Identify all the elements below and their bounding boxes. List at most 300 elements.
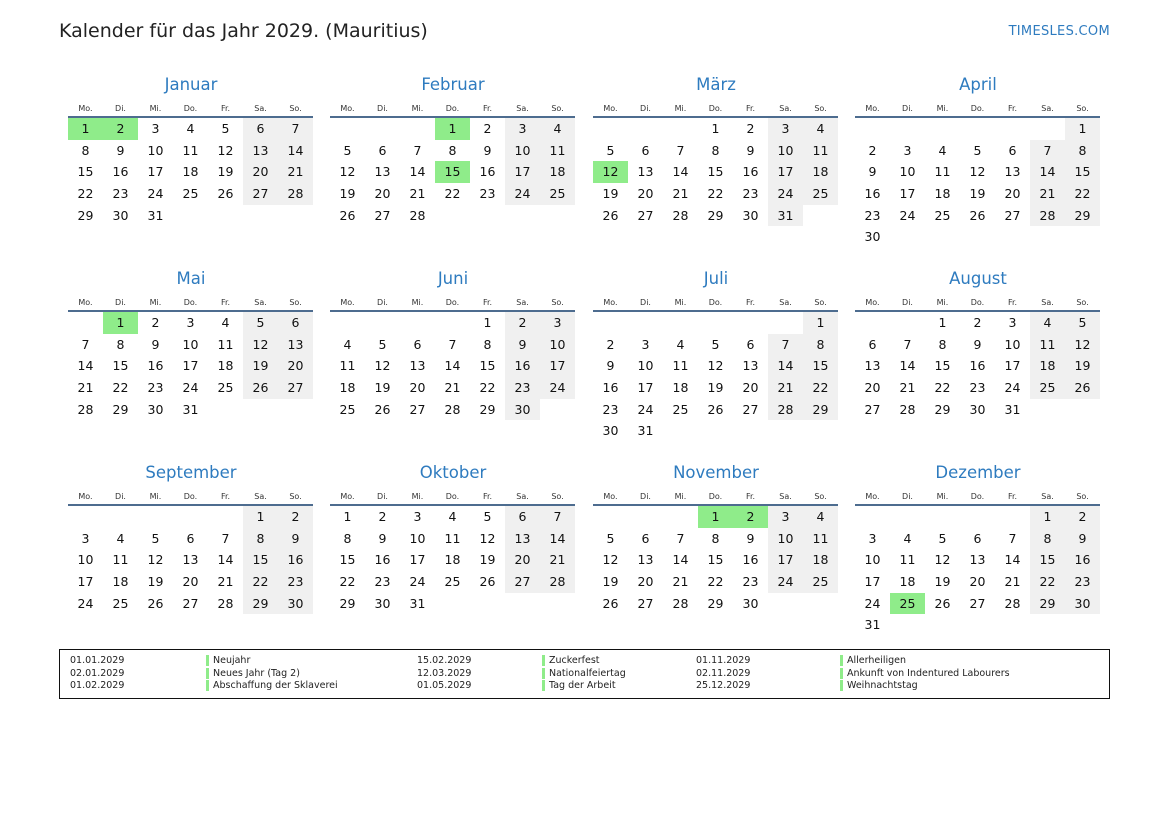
- weekday-header: Do.: [173, 486, 208, 506]
- day-cell: 26: [602, 595, 619, 611]
- weekday-header: So.: [540, 98, 575, 118]
- day-cell: 12: [707, 358, 724, 374]
- weekday-header: Fr.: [995, 98, 1030, 118]
- day-cell: 25: [934, 207, 951, 223]
- day-cell: 27: [969, 595, 986, 611]
- legend-holiday-name: Ankunft von Indentured Labourers: [840, 668, 1010, 679]
- day-cell: 8: [803, 334, 838, 356]
- day-cell: 17: [864, 574, 881, 590]
- holiday-day-cell: 1: [103, 312, 138, 334]
- empty-cell: [960, 118, 995, 140]
- day-cell: 14: [672, 552, 689, 568]
- day-cell: 9: [378, 530, 387, 546]
- day-cell: 4: [938, 142, 947, 158]
- day-cell: 4: [903, 530, 912, 546]
- day-cell: 18: [803, 161, 838, 183]
- empty-cell: [365, 118, 400, 140]
- day-cell: 13: [969, 552, 986, 568]
- empty-cell: [330, 312, 365, 334]
- day-cell: 16: [112, 164, 129, 180]
- day-cell: 15: [77, 164, 94, 180]
- day-cell: 27: [278, 377, 313, 399]
- day-cell: 28: [899, 401, 916, 417]
- day-cell: 25: [444, 574, 461, 590]
- day-cell: 6: [973, 530, 982, 546]
- day-cell: 16: [864, 186, 881, 202]
- weekday-header: So.: [1065, 486, 1100, 506]
- empty-cell: [628, 312, 663, 334]
- day-cell: 5: [151, 530, 160, 546]
- day-cell: 9: [278, 528, 313, 550]
- weekday-header: Do.: [960, 292, 995, 312]
- weekday-header: So.: [278, 98, 313, 118]
- weekday-header: Di.: [890, 486, 925, 506]
- day-cell: 19: [969, 186, 986, 202]
- weekday-header: Fr.: [208, 98, 243, 118]
- day-cell: 28: [409, 207, 426, 223]
- day-cell: 21: [1030, 183, 1065, 205]
- day-cell: 16: [479, 164, 496, 180]
- day-cell: 18: [934, 186, 951, 202]
- day-cell: 25: [672, 401, 689, 417]
- day-cell: 9: [746, 530, 755, 546]
- day-cell: 30: [112, 207, 129, 223]
- month-grid: [68, 292, 313, 420]
- weekday-header: Di.: [365, 98, 400, 118]
- day-cell: 30: [864, 229, 881, 245]
- weekday-header: Mi.: [663, 486, 698, 506]
- holiday-day-cell: 25: [890, 593, 925, 615]
- day-cell: 17: [768, 161, 803, 183]
- day-cell: 29: [707, 595, 724, 611]
- day-cell: 3: [903, 142, 912, 158]
- day-cell: 16: [278, 549, 313, 571]
- empty-cell: [698, 312, 733, 334]
- day-cell: 27: [637, 207, 654, 223]
- day-cell: 19: [217, 164, 234, 180]
- legend-date: 01.01.2029: [70, 655, 125, 666]
- day-cell: 22: [1065, 183, 1100, 205]
- day-cell: 12: [374, 358, 391, 374]
- day-cell: 11: [1030, 334, 1065, 356]
- day-cell: 23: [147, 380, 164, 396]
- day-cell: 3: [641, 336, 650, 352]
- day-cell: 11: [672, 358, 689, 374]
- day-cell: 3: [868, 530, 877, 546]
- day-cell: 8: [711, 530, 720, 546]
- day-cell: 18: [182, 164, 199, 180]
- day-cell: 4: [803, 506, 838, 528]
- day-cell: 4: [803, 118, 838, 140]
- day-cell: 15: [1030, 549, 1065, 571]
- day-cell: 21: [278, 161, 313, 183]
- day-cell: 12: [602, 552, 619, 568]
- day-cell: 27: [864, 401, 881, 417]
- day-cell: 21: [217, 574, 234, 590]
- day-cell: 20: [409, 380, 426, 396]
- day-cell: 26: [1065, 377, 1100, 399]
- day-cell: 1: [243, 506, 278, 528]
- day-cell: 19: [1065, 355, 1100, 377]
- day-cell: 20: [969, 574, 986, 590]
- day-cell: 20: [374, 186, 391, 202]
- day-cell: 16: [969, 358, 986, 374]
- day-cell: 22: [339, 574, 356, 590]
- day-cell: 22: [803, 377, 838, 399]
- day-cell: 23: [479, 186, 496, 202]
- day-cell: 16: [742, 164, 759, 180]
- month-grid: [593, 98, 838, 226]
- weekday-header: Mi.: [138, 292, 173, 312]
- day-cell: 8: [938, 336, 947, 352]
- legend-date: 15.02.2029: [417, 655, 472, 666]
- day-cell: 6: [1008, 142, 1017, 158]
- day-cell: 13: [637, 164, 654, 180]
- day-cell: 2: [505, 312, 540, 334]
- day-cell: 2: [278, 506, 313, 528]
- weekday-header: So.: [803, 486, 838, 506]
- day-cell: 31: [182, 401, 199, 417]
- month-title: Mai: [176, 269, 206, 288]
- day-cell: 9: [606, 358, 615, 374]
- weekday-header: Sa.: [768, 98, 803, 118]
- day-cell: 9: [868, 164, 877, 180]
- weekday-header: Sa.: [1030, 292, 1065, 312]
- day-cell: 19: [147, 574, 164, 590]
- empty-cell: [995, 118, 1030, 140]
- day-cell: 26: [217, 186, 234, 202]
- month-dezember: [855, 460, 1101, 636]
- weekday-header: Mi.: [925, 486, 960, 506]
- month-juli: [593, 266, 839, 442]
- weekday-header: Di.: [628, 486, 663, 506]
- weekday-header: Do.: [435, 486, 470, 506]
- month-februar: [330, 72, 576, 226]
- weekday-header: So.: [803, 292, 838, 312]
- day-cell: 29: [707, 207, 724, 223]
- day-cell: 21: [540, 549, 575, 571]
- day-cell: 12: [479, 530, 496, 546]
- weekday-header: Mo.: [330, 98, 365, 118]
- weekday-header: Di.: [628, 98, 663, 118]
- day-cell: 20: [1004, 186, 1021, 202]
- weekday-header: Sa.: [1030, 486, 1065, 506]
- day-cell: 28: [540, 571, 575, 593]
- weekday-header: Di.: [890, 98, 925, 118]
- day-cell: 25: [182, 186, 199, 202]
- day-cell: 5: [221, 121, 230, 136]
- month-november: [593, 460, 839, 614]
- empty-cell: [890, 118, 925, 140]
- day-cell: 25: [803, 571, 838, 593]
- day-cell: 2: [378, 509, 387, 524]
- weekday-header: Do.: [960, 98, 995, 118]
- page-title: Kalender für das Jahr 2029. (Mauritius): [59, 20, 428, 42]
- weekday-header: Sa.: [505, 98, 540, 118]
- day-cell: 11: [182, 142, 199, 158]
- day-cell: 27: [374, 207, 391, 223]
- day-cell: 3: [151, 121, 160, 136]
- empty-cell: [593, 118, 628, 140]
- day-cell: 18: [672, 380, 689, 396]
- day-cell: 11: [934, 164, 951, 180]
- day-cell: 15: [707, 552, 724, 568]
- day-cell: 24: [1004, 380, 1021, 396]
- month-title: Januar: [164, 75, 218, 94]
- day-cell: 5: [1065, 312, 1100, 334]
- empty-cell: [628, 118, 663, 140]
- day-cell: 5: [606, 530, 615, 546]
- holiday-day-cell: 12: [593, 161, 628, 183]
- day-cell: 23: [505, 377, 540, 399]
- legend-date: 02.11.2029: [696, 667, 751, 679]
- empty-cell: [330, 118, 365, 140]
- empty-cell: [103, 506, 138, 528]
- legend-holiday-name: Zuckerfest: [542, 655, 600, 666]
- weekday-header: Sa.: [505, 292, 540, 312]
- day-cell: 23: [864, 207, 881, 223]
- day-cell: 23: [742, 186, 759, 202]
- day-cell: 25: [540, 183, 575, 205]
- day-cell: 30: [278, 593, 313, 615]
- day-cell: 10: [864, 552, 881, 568]
- day-cell: 7: [221, 530, 230, 546]
- month-märz: [593, 72, 839, 226]
- day-cell: 7: [540, 506, 575, 528]
- weekday-header: Sa.: [243, 98, 278, 118]
- day-cell: 22: [934, 380, 951, 396]
- weekday-header: Fr.: [733, 486, 768, 506]
- month-grid: [855, 98, 1100, 248]
- weekday-header: Mo.: [593, 486, 628, 506]
- day-cell: 15: [339, 552, 356, 568]
- month-grid: [68, 486, 313, 614]
- day-cell: 18: [1030, 355, 1065, 377]
- empty-cell: [435, 312, 470, 334]
- day-cell: 22: [243, 571, 278, 593]
- day-cell: 8: [81, 142, 90, 158]
- day-cell: 11: [803, 528, 838, 550]
- empty-cell: [925, 506, 960, 528]
- holiday-day-cell: 2: [103, 118, 138, 140]
- weekday-header: Mi.: [663, 98, 698, 118]
- day-cell: 26: [147, 595, 164, 611]
- day-cell: 10: [768, 140, 803, 162]
- day-cell: 13: [243, 140, 278, 162]
- weekday-header: Sa.: [505, 486, 540, 506]
- day-cell: 7: [278, 118, 313, 140]
- empty-cell: [733, 312, 768, 334]
- day-cell: 10: [182, 336, 199, 352]
- day-cell: 1: [483, 315, 492, 330]
- day-cell: 7: [676, 530, 685, 546]
- day-cell: 30: [1065, 593, 1100, 615]
- day-cell: 13: [1004, 164, 1021, 180]
- day-cell: 6: [746, 336, 755, 352]
- weekday-header: Mo.: [68, 486, 103, 506]
- day-cell: 13: [637, 552, 654, 568]
- empty-cell: [855, 118, 890, 140]
- day-cell: 5: [973, 142, 982, 158]
- day-cell: 12: [934, 552, 951, 568]
- day-cell: 9: [505, 334, 540, 356]
- day-cell: 22: [112, 380, 129, 396]
- day-cell: 23: [1065, 571, 1100, 593]
- day-cell: 28: [1030, 205, 1065, 227]
- weekday-header: Mi.: [400, 486, 435, 506]
- day-cell: 23: [602, 401, 619, 417]
- day-cell: 27: [409, 401, 426, 417]
- empty-cell: [173, 506, 208, 528]
- day-cell: 19: [934, 574, 951, 590]
- day-cell: 11: [444, 530, 461, 546]
- month-mai: [68, 266, 314, 420]
- day-cell: 27: [637, 595, 654, 611]
- day-cell: 18: [444, 552, 461, 568]
- day-cell: 8: [1030, 528, 1065, 550]
- month-title: August: [949, 269, 1007, 288]
- empty-cell: [400, 118, 435, 140]
- day-cell: 10: [77, 552, 94, 568]
- weekday-header: Mo.: [330, 486, 365, 506]
- day-cell: 21: [409, 186, 426, 202]
- day-cell: 4: [448, 509, 457, 524]
- day-cell: 29: [1030, 593, 1065, 615]
- weekday-header: Mi.: [925, 98, 960, 118]
- day-cell: 21: [77, 380, 94, 396]
- day-cell: 19: [707, 380, 724, 396]
- day-cell: 20: [637, 186, 654, 202]
- day-cell: 11: [217, 336, 234, 352]
- weekday-header: Di.: [365, 486, 400, 506]
- day-cell: 20: [742, 380, 759, 396]
- weekday-header: Fr.: [995, 486, 1030, 506]
- weekday-header: Fr.: [733, 98, 768, 118]
- month-title: April: [959, 75, 997, 94]
- empty-cell: [400, 312, 435, 334]
- day-cell: 21: [444, 380, 461, 396]
- brand-link[interactable]: TIMESLES.COM: [1008, 24, 1110, 39]
- day-cell: 13: [864, 358, 881, 374]
- month-september: [68, 460, 314, 614]
- holiday-day-cell: 1: [435, 118, 470, 140]
- day-cell: 17: [1004, 358, 1021, 374]
- weekday-header: So.: [278, 486, 313, 506]
- day-cell: 13: [505, 528, 540, 550]
- day-cell: 17: [147, 164, 164, 180]
- day-cell: 7: [903, 336, 912, 352]
- day-cell: 9: [116, 142, 125, 158]
- day-cell: 3: [186, 315, 195, 330]
- day-cell: 31: [409, 595, 426, 611]
- holiday-day-cell: 1: [698, 506, 733, 528]
- day-cell: 21: [672, 574, 689, 590]
- day-cell: 2: [746, 121, 755, 136]
- day-cell: 22: [77, 186, 94, 202]
- empty-cell: [925, 118, 960, 140]
- weekday-header: Fr.: [470, 98, 505, 118]
- day-cell: 1: [711, 121, 720, 136]
- day-cell: 1: [1030, 506, 1065, 528]
- day-cell: 12: [147, 552, 164, 568]
- day-cell: 11: [540, 140, 575, 162]
- day-cell: 10: [147, 142, 164, 158]
- day-cell: 9: [1065, 528, 1100, 550]
- weekday-header: Mo.: [593, 292, 628, 312]
- day-cell: 3: [768, 118, 803, 140]
- day-cell: 26: [339, 207, 356, 223]
- day-cell: 25: [339, 401, 356, 417]
- day-cell: 8: [448, 142, 457, 158]
- day-cell: 5: [483, 509, 492, 524]
- day-cell: 24: [147, 186, 164, 202]
- empty-cell: [593, 312, 628, 334]
- weekday-header: Fr.: [995, 292, 1030, 312]
- day-cell: 24: [77, 595, 94, 611]
- empty-cell: [890, 506, 925, 528]
- day-cell: 22: [707, 574, 724, 590]
- empty-cell: [593, 506, 628, 528]
- day-cell: 15: [479, 358, 496, 374]
- legend-holiday-name: Weihnachtstag: [840, 680, 918, 691]
- day-cell: 29: [934, 401, 951, 417]
- month-grid: [68, 98, 313, 226]
- day-cell: 17: [768, 549, 803, 571]
- day-cell: 24: [182, 380, 199, 396]
- day-cell: 26: [969, 207, 986, 223]
- day-cell: 27: [243, 183, 278, 205]
- day-cell: 21: [1004, 574, 1021, 590]
- weekday-header: So.: [540, 292, 575, 312]
- day-cell: 23: [969, 380, 986, 396]
- weekday-header: Mo.: [330, 292, 365, 312]
- day-cell: 13: [409, 358, 426, 374]
- day-cell: 31: [768, 205, 803, 227]
- weekday-header: Mi.: [925, 292, 960, 312]
- holiday-legend: [59, 649, 1110, 699]
- day-cell: 24: [637, 401, 654, 417]
- day-cell: 28: [1004, 595, 1021, 611]
- legend-date: 12.03.2029: [417, 667, 472, 679]
- weekday-header: Sa.: [768, 292, 803, 312]
- legend-holiday-name: Nationalfeiertag: [542, 668, 626, 679]
- day-cell: 6: [505, 506, 540, 528]
- day-cell: 11: [339, 358, 356, 374]
- day-cell: 11: [803, 140, 838, 162]
- legend-date: 01.02.2029: [70, 680, 125, 691]
- day-cell: 22: [479, 380, 496, 396]
- weekday-header: Mi.: [400, 292, 435, 312]
- weekday-header: Di.: [103, 486, 138, 506]
- day-cell: 26: [602, 207, 619, 223]
- day-cell: 20: [278, 355, 313, 377]
- weekday-header: Mo.: [855, 292, 890, 312]
- day-cell: 25: [803, 183, 838, 205]
- day-cell: 25: [112, 595, 129, 611]
- day-cell: 22: [444, 186, 461, 202]
- day-cell: 19: [339, 186, 356, 202]
- day-cell: 15: [1065, 161, 1100, 183]
- day-cell: 5: [711, 336, 720, 352]
- day-cell: 6: [378, 142, 387, 158]
- day-cell: 17: [899, 186, 916, 202]
- day-cell: 18: [217, 358, 234, 374]
- day-cell: 5: [938, 530, 947, 546]
- day-cell: 6: [243, 118, 278, 140]
- day-cell: 8: [1065, 140, 1100, 162]
- weekday-header: Di.: [103, 292, 138, 312]
- weekday-header: Fr.: [208, 486, 243, 506]
